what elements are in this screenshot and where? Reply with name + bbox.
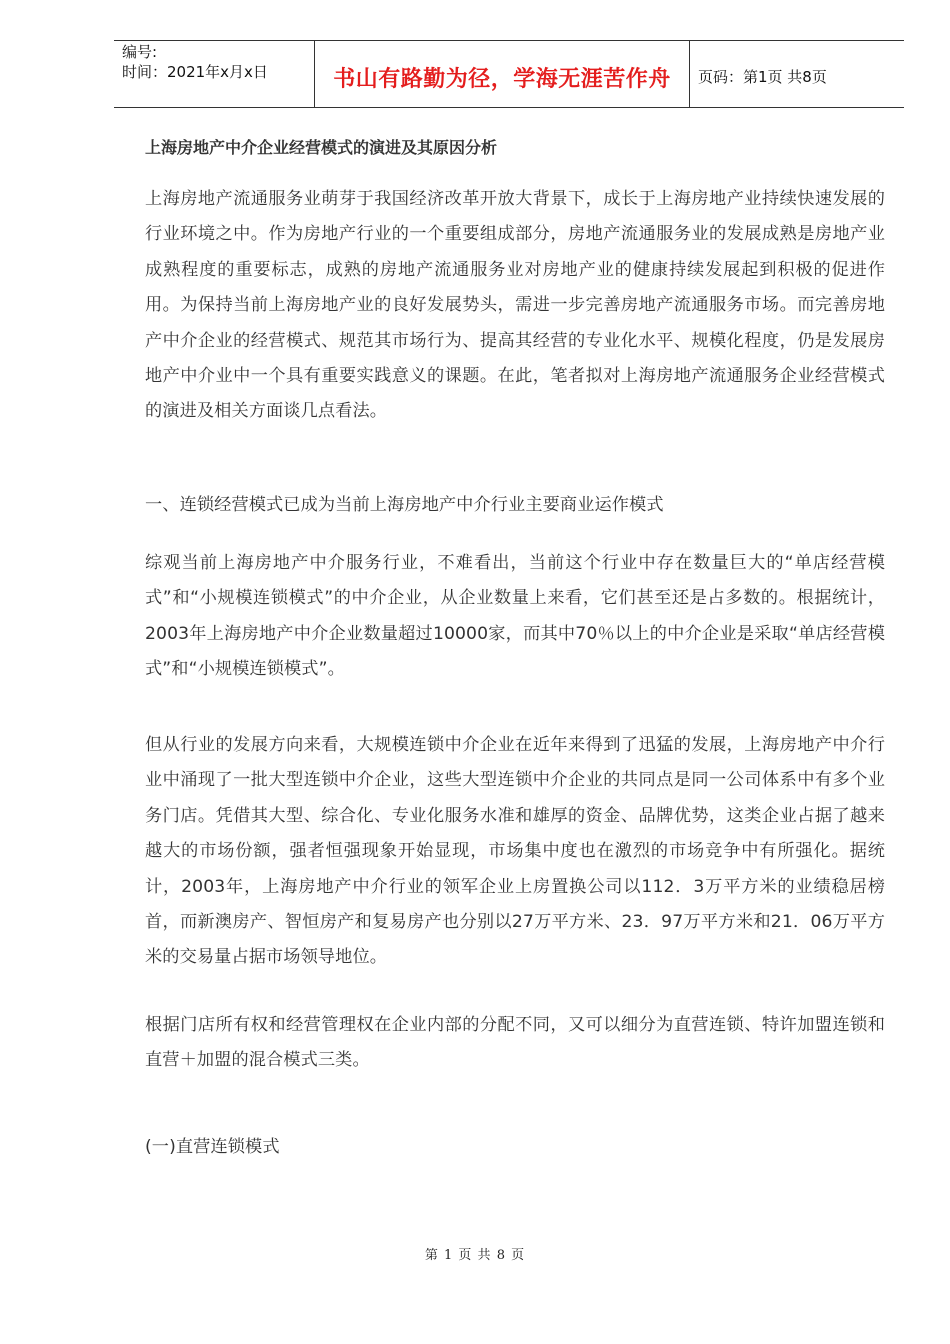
header-motto: 书山有路勤为径，学海无涯苦作舟 bbox=[315, 41, 690, 107]
paragraph-2: 综观当前上海房地产中介服务行业，不难看出，当前这个行业中存在数量巨大的“单店经营模式”和“小规模连锁模式”的中介企业，从企业数量上来看，它们甚至还是占多数的。根据统计，2003年上海房地产中介企业数量超过10000家，而其中70％以上的中介企业是采取“单店经营模式”和“小规模连锁模式”。 bbox=[145, 553, 885, 680]
document-body bbox=[145, 128, 885, 1157]
document-number-label: 编号: bbox=[122, 43, 158, 61]
page-header bbox=[114, 40, 904, 108]
subsection-heading-1: (一)直营连锁模式 bbox=[145, 1137, 280, 1157]
paragraph-intro: 上海房地产流通服务业萌芽于我国经济改革开放大背景下，成长于上海房地产业持续快速发展的行业环境之中。作为房地产行业的一个重要组成部分，房地产流通服务业的发展成熟是房地产业成熟程度的重要标志，成熟的房地产流通服务业对房地产业的健康持续发展起到积极的促进作用。为保持当前上海房地产业的良好发展势头，需进一步完善房地产流通服务市场。而完善房地产中介企业的经营模式、规范其市场行为、提高其经营的专业化水平、规模化程度，仍是发展房地产中介业中一个具有重要实践意义的课题。在此，笔者拟对上海房地产流通服务企业经营模式的演进及相关方面谈几点看法。 bbox=[145, 189, 885, 422]
paragraph-3: 但从行业的发展方向来看，大规模连锁中介企业在近年来得到了迅猛的发展，上海房地产中介行业中涌现了一批大型连锁中介企业，这些大型连锁中介企业的共同点是同一公司体系中有多个业务门店。凭借其大型、综合化、专业化服务水准和雄厚的资金、品牌优势，这类企业占据了越来越大的市场份额，强者恒强现象开始显现，市场集中度也在激烈的市场竞争中有所强化。据统计，2003年，上海房地产中介行业的领军企业上房置换公司以112．3万平方米的业绩稳居榜首，而新澳房产、智恒房产和复易房产也分别以27万平方米、23．97万平方米和21．06万平方米的交易量占据市场领导地位。 bbox=[145, 735, 885, 968]
header-meta bbox=[114, 41, 315, 107]
document-title: 上海房地产中介企业经营模式的演进及其原因分析 bbox=[145, 138, 498, 157]
paragraph-4: 根据门店所有权和经营管理权在企业内部的分配不同，又可以细分为直营连锁、特许加盟连锁和直营＋加盟的混合模式三类。 bbox=[145, 1015, 885, 1071]
section-heading-1: 一、连锁经营模式已成为当前上海房地产中介行业主要商业运作模式 bbox=[145, 495, 664, 515]
header-page-info: 页码：第1页 共8页 bbox=[698, 67, 827, 86]
page-footer: 第 1 页 共 8 页 bbox=[424, 1248, 526, 1263]
document-time-label: 时间：2021年x月x日 bbox=[122, 63, 268, 81]
